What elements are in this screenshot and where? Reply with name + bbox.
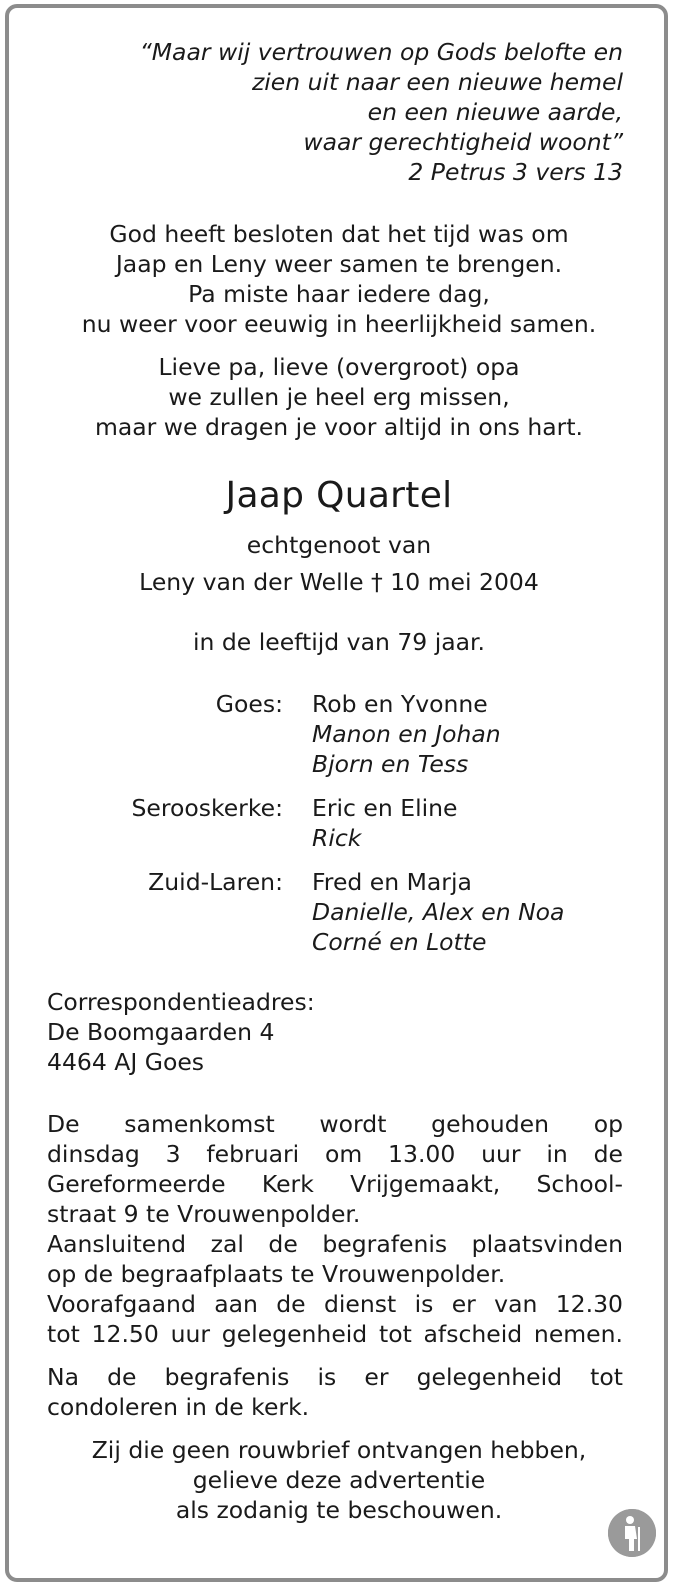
family-name: Rick — [312, 824, 362, 852]
service-line: op de begraafplaats te Vrouwenpolder. — [47, 1260, 506, 1288]
family-place: Goes: — [215, 690, 283, 718]
quote-line: zien uit naar een nieuwe hemel — [251, 68, 623, 96]
family-name: Fred en Marja — [312, 868, 472, 896]
service-line: De samenkomst wordt gehouden op — [47, 1110, 623, 1138]
verse-line: nu weer voor eeuwig in heerlijkheid samen. — [81, 310, 597, 338]
closing-line: Zij die geen rouwbrief ontvangen hebben, — [91, 1436, 587, 1464]
service-line: straat 9 te Vrouwenpolder. — [47, 1200, 361, 1228]
verse-line: Jaap en Leny weer samen te brengen. — [115, 250, 563, 278]
family-name: Danielle, Alex en Noa — [312, 898, 565, 926]
mourning-figure-icon — [608, 1509, 656, 1557]
quote-line: “Maar wij vertrouwen op Gods belofte en — [139, 38, 623, 66]
address-label: Correspondentieadres: — [47, 988, 315, 1016]
quote-line: en een nieuwe aarde, — [367, 98, 623, 126]
condolence-line: Na de begrafenis is er gelegenheid tot — [47, 1363, 623, 1391]
service-line: tot 12.50 uur gelegenheid tot afscheid nemen. — [47, 1320, 623, 1348]
verse-line: Lieve pa, lieve (overgroot) opa — [158, 353, 520, 381]
relation-text: echtgenoot van — [246, 531, 432, 559]
family-name: Rob en Yvonne — [312, 690, 488, 718]
condolence-line: condoleren in de kerk. — [47, 1393, 310, 1421]
closing-line: gelieve deze advertentie — [192, 1466, 486, 1494]
verse-line: maar we dragen je voor altijd in ons hart. — [94, 413, 584, 441]
family-name: Corné en Lotte — [312, 928, 487, 956]
quote-reference: 2 Petrus 3 vers 13 — [408, 158, 623, 186]
deceased-name: Jaap Quartel — [225, 475, 453, 516]
family-name: Manon en Johan — [312, 720, 501, 748]
quote-line: waar gerechtigheid woont” — [303, 128, 623, 156]
family-name: Bjorn en Tess — [312, 750, 469, 778]
address-street: De Boomgaarden 4 — [47, 1018, 275, 1046]
service-line: Aansluitend zal de begrafenis plaatsvinden — [47, 1230, 623, 1258]
verse-line: we zullen je heel erg missen, — [168, 383, 510, 411]
verse-line: Pa miste haar iedere dag, — [188, 280, 490, 308]
age-text: in de leeftijd van 79 jaar. — [192, 628, 486, 656]
service-line: Gereformeerde Kerk Vrijgemaakt, School- — [47, 1170, 623, 1198]
service-line: dinsdag 3 februari om 13.00 uur in de — [47, 1140, 623, 1168]
service-line: Voorafgaand aan de dienst is er van 12.30 — [47, 1290, 623, 1318]
family-place: Zuid-Laren: — [148, 868, 283, 896]
closing-line: als zodanig te beschouwen. — [175, 1496, 503, 1524]
family-name: Eric en Eline — [312, 794, 458, 822]
family-place: Serooskerke: — [131, 794, 283, 822]
address-city: 4464 AJ Goes — [47, 1048, 205, 1076]
verse-line: God heeft besloten dat het tijd was om — [109, 220, 569, 248]
spouse-text: Leny van der Welle † 10 mei 2004 — [139, 568, 539, 596]
